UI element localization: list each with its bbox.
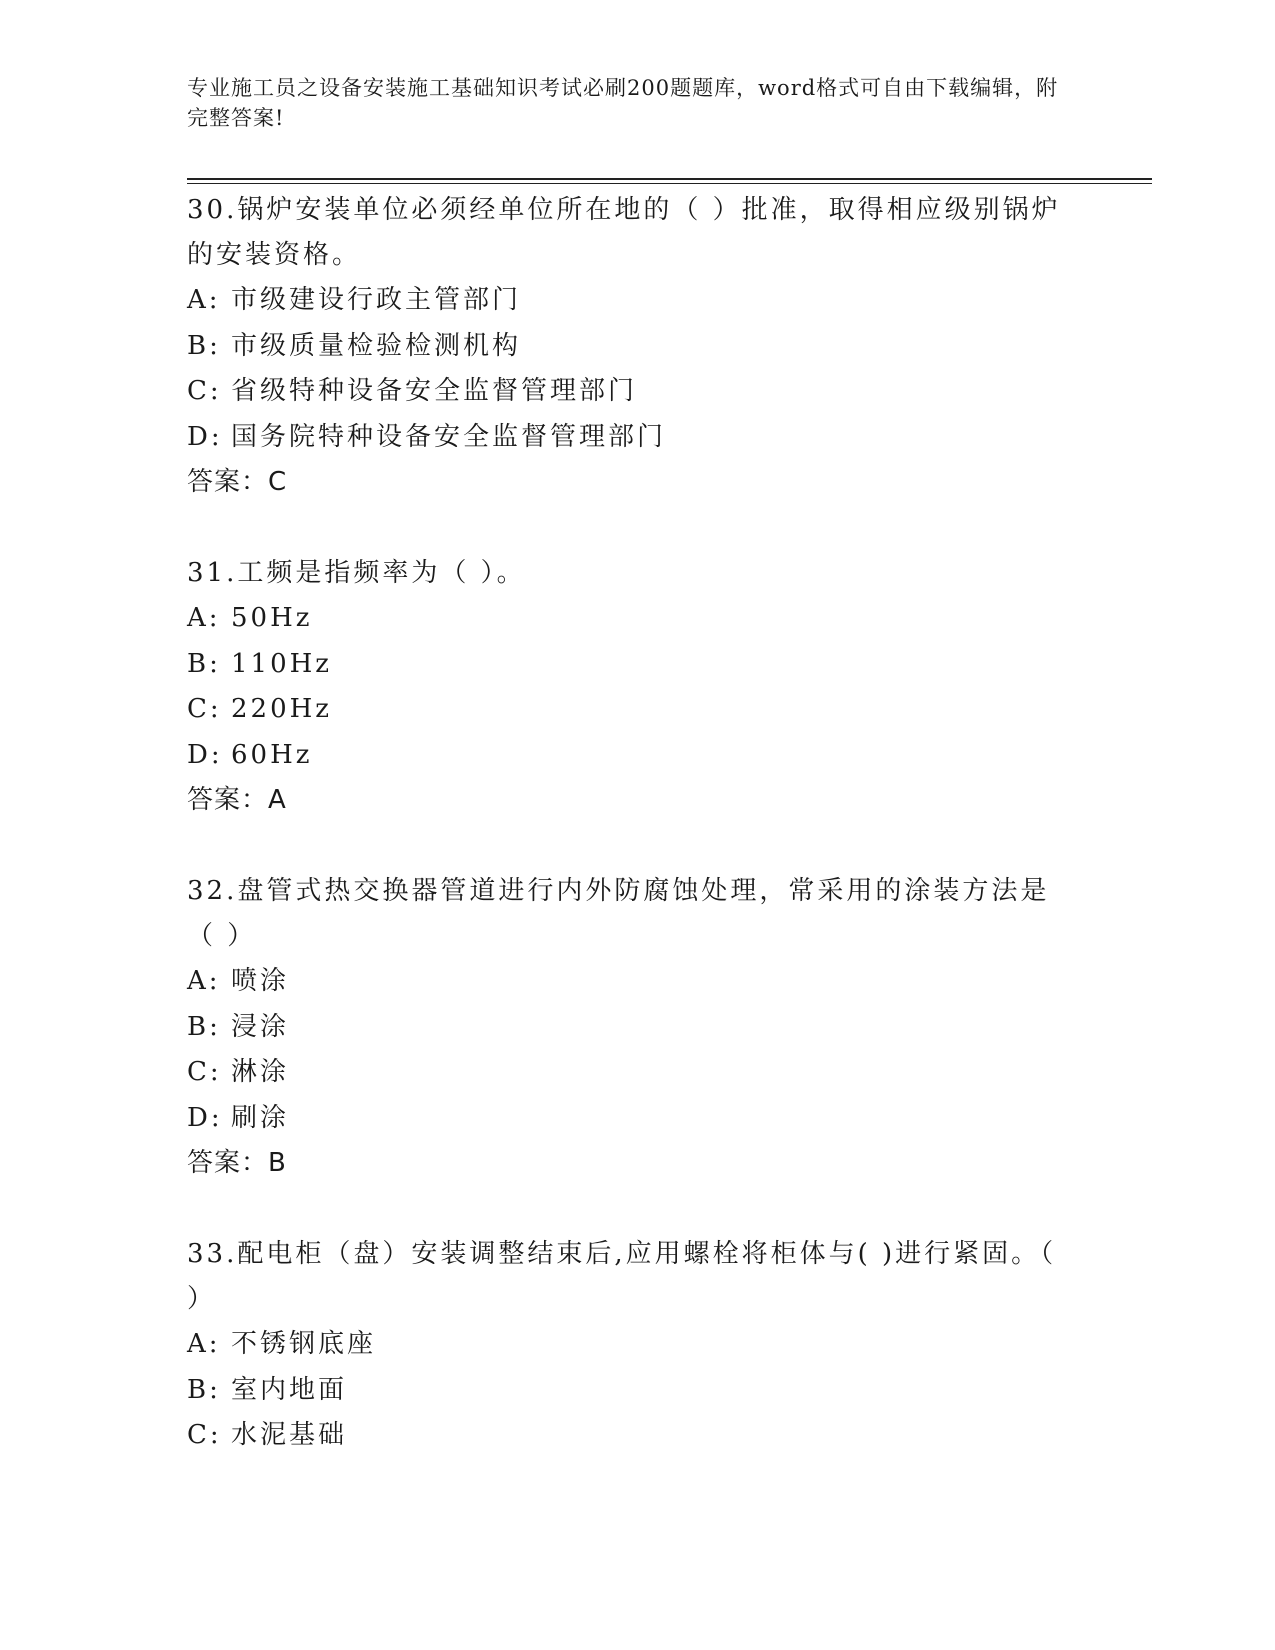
option-letter: B: [187,648,221,679]
option-text: 市级建设行政主管部门 [231,285,522,315]
option-letter: D: [187,1102,223,1133]
option-letter: D: [187,739,223,770]
document-header: 专业施工员之设备安装施工基础知识考试必刷200题题库，word格式可自由下载编辑，附完整答案! [187,76,1059,130]
option-letter: C: [187,1057,222,1087]
option-b [187,1368,1067,1414]
question-33 [187,1232,1067,1459]
option-text: 50Hz [231,603,313,633]
option-b [187,324,1067,370]
option-a [187,1322,1067,1368]
option-letter: B: [187,1374,221,1405]
option-text: 220Hz [231,694,332,724]
option-text: 60Hz [231,739,313,770]
option-letter: A: [187,285,221,315]
option-d [187,733,1067,779]
option-text: 刷涂 [231,1102,290,1133]
option-text: 喷涂 [231,966,290,996]
option-letter: C: [187,694,222,724]
question-stem: 32.盘管式热交换器管道进行内外防腐蚀处理，常采用的涂装方法是（ ） [187,876,1050,951]
option-text: 水泥基础 [231,1420,348,1450]
option-b [187,1005,1067,1051]
option-d [187,1096,1067,1142]
option-text: 市级质量检验检测机构 [231,330,522,361]
question-32 [187,869,1067,1186]
option-text: 国务院特种设备安全监督管理部门 [231,421,667,452]
question-list [187,188,1067,1505]
question-stem: 33.配电柜（盘）安装调整结束后,应用螺栓将柜体与( )进行紧固。（ ） [187,1239,1057,1314]
option-letter: C: [187,376,222,406]
option-c [187,369,1067,415]
option-letter: C: [187,1420,222,1450]
answer-line: 答案：C [187,467,288,497]
option-letter: D: [187,421,223,452]
option-c [187,687,1067,733]
option-c [187,1050,1067,1096]
question-stem: 30.锅炉安装单位必须经单位所在地的（ ）批准，取得相应级别锅炉的安装资格。 [187,195,1061,270]
answer-line: 答案：A [187,785,287,815]
option-letter: B: [187,1011,221,1042]
header-divider [187,178,1152,180]
option-text: 室内地面 [231,1374,348,1405]
option-text: 淋涂 [231,1057,290,1087]
option-a [187,278,1067,324]
answer-line: 答案：B [187,1148,287,1178]
question-31 [187,551,1067,823]
option-letter: B: [187,330,221,361]
option-a [187,959,1067,1005]
option-d [187,415,1067,461]
option-text: 不锈钢底座 [231,1329,377,1359]
header-divider-thin [187,183,1152,184]
option-a [187,596,1067,642]
question-stem: 31.工频是指频率为（ ）。 [187,558,526,588]
option-text: 110Hz [231,648,332,679]
option-b [187,642,1067,688]
option-letter: A: [187,1329,221,1359]
option-text: 省级特种设备安全监督管理部门 [231,376,638,406]
question-30 [187,188,1067,505]
option-letter: A: [187,966,221,996]
option-c [187,1413,1067,1459]
option-letter: A: [187,603,221,633]
option-text: 浸涂 [231,1011,290,1042]
